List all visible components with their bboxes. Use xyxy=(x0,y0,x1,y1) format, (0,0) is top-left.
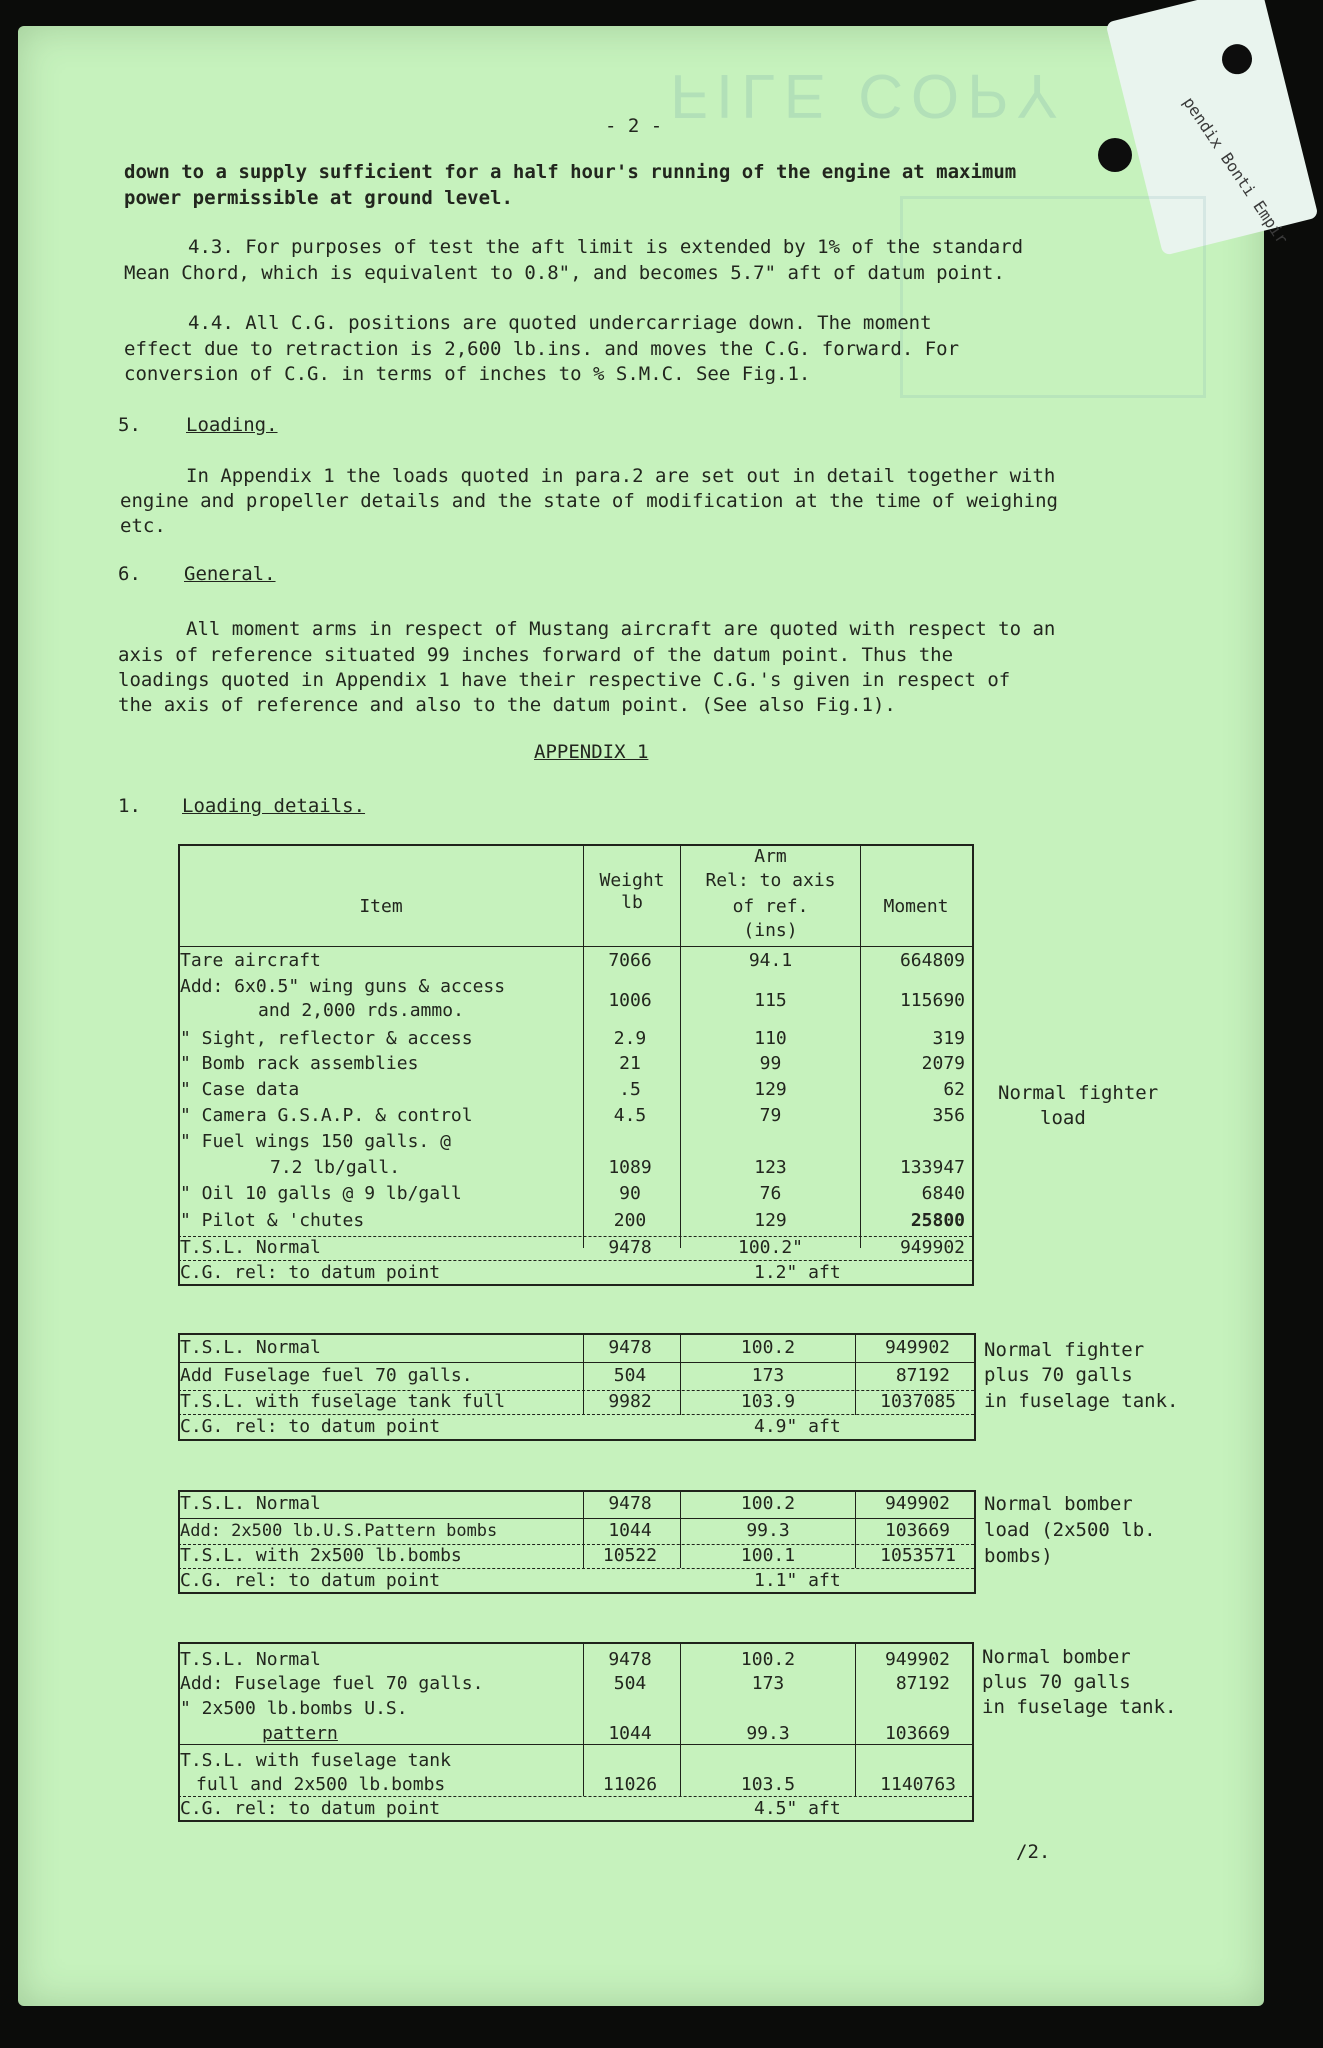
t4-arm: 103.5 xyxy=(740,1774,796,1795)
t2-moment: 87192 xyxy=(895,1365,950,1386)
t2-arm: 100.2 xyxy=(740,1337,796,1358)
t4-item: " 2x500 lb.bombs U.S. xyxy=(180,1698,408,1719)
t4-item-cont: pattern xyxy=(262,1723,338,1744)
appendix-title: APPENDIX 1 xyxy=(534,741,649,763)
t4-weight: 504 xyxy=(613,1673,647,1694)
t1-weight: 4.5 xyxy=(613,1105,647,1126)
file-copy-stamp: FILE COPY xyxy=(670,61,1066,130)
para-cont-line-2: power permissible at ground level. xyxy=(124,187,513,209)
t3-weight: 1044 xyxy=(608,1520,652,1541)
stamp-box xyxy=(900,196,1206,398)
page-continuation: /2. xyxy=(1016,1841,1051,1863)
t1-arm: 123 xyxy=(754,1157,787,1178)
section-6-number: 6. xyxy=(118,563,141,585)
table2-rule xyxy=(178,1362,974,1363)
t4-cg-label: C.G. rel: to datum point xyxy=(180,1798,441,1819)
t1-weight: 1006 xyxy=(608,990,652,1011)
t1-moment: 664809 xyxy=(899,950,965,971)
t1-item: " Oil 10 galls @ 9 lb/gall xyxy=(180,1183,462,1204)
t3-item: T.S.L. with 2x500 lb.bombs xyxy=(180,1545,462,1566)
t3-arm: 100.2 xyxy=(740,1493,796,1514)
header-moment: Moment xyxy=(883,896,949,917)
t3-item: T.S.L. Normal xyxy=(180,1493,321,1514)
p44-line-1: 4.4. All C.G. positions are quoted undercarriage down. The moment xyxy=(188,312,932,334)
p43-line-2: Mean Chord, which is equivalent to 0.8", and becomes 5.7" aft of datum point. xyxy=(124,262,1005,284)
t3-arm: 99.3 xyxy=(746,1520,790,1541)
loading-number: 1. xyxy=(118,795,141,817)
t1-item-cont: 7.2 lb/gall. xyxy=(270,1157,401,1178)
t3-moment: 949902 xyxy=(884,1493,950,1514)
section-5-number: 5. xyxy=(118,414,141,436)
section-6-heading: General. xyxy=(184,563,276,585)
t1-weight: 21 xyxy=(619,1053,641,1074)
s5-line-2: engine and propeller details and the state of modification at the time of weighing xyxy=(120,490,1058,512)
table2-rule xyxy=(178,1414,974,1415)
t2-weight: 9478 xyxy=(608,1337,652,1358)
t3-cg-value: 1.1" aft xyxy=(754,1570,841,1591)
t1-item: " Bomb rack assemblies xyxy=(180,1053,419,1074)
t3-note: load (2x500 lb. xyxy=(984,1519,1156,1541)
page-number: - 2 - xyxy=(605,115,663,137)
t2-note: plus 70 galls xyxy=(984,1364,1133,1386)
t3-weight: 10522 xyxy=(602,1545,658,1566)
t4-cg-value: 4.5" aft xyxy=(754,1798,841,1819)
loading-heading: Loading details. xyxy=(182,795,366,817)
t1-item: " Pilot & 'chutes xyxy=(180,1210,365,1231)
t2-item: T.S.L. Normal xyxy=(180,1337,321,1358)
t1-moment: 2079 xyxy=(921,1053,965,1074)
t1-note: load xyxy=(1040,1107,1086,1129)
s6-line-2: axis of reference situated 99 inches forward of the datum point. Thus the xyxy=(118,644,954,666)
t2-arm: 103.9 xyxy=(740,1391,796,1412)
t3-moment: 1053571 xyxy=(880,1545,956,1566)
s6-line-4: the axis of reference and also to the datum point. (See also Fig.1). xyxy=(118,694,896,716)
t2-note: Normal fighter xyxy=(984,1339,1145,1361)
t1-moment: 25800 xyxy=(910,1210,965,1231)
t4-arm: 173 xyxy=(751,1673,785,1694)
t3-moment: 103669 xyxy=(884,1520,950,1541)
t3-cg-label: C.G. rel: to datum point xyxy=(180,1570,441,1591)
t2-item: T.S.L. with fuselage tank full xyxy=(180,1391,506,1412)
t4-weight: 1044 xyxy=(608,1723,652,1744)
p43-line-1: 4.3. For purposes of test the aft limit is extended by 1% of the standard xyxy=(188,236,1024,258)
t1-item: Tare aircraft xyxy=(180,950,321,971)
t1-note: Normal fighter xyxy=(998,1082,1159,1104)
t2-arm: 173 xyxy=(751,1365,785,1386)
table1-cg-rule xyxy=(178,1260,972,1261)
table3-rule xyxy=(178,1518,974,1519)
t4-moment: 1140763 xyxy=(880,1774,956,1795)
t4-moment: 103669 xyxy=(884,1723,950,1744)
header-arm-rel: Rel: to axis xyxy=(705,870,836,891)
p44-line-3: conversion of C.G. in terms of inches to % S.M.C. See Fig.1. xyxy=(124,363,811,385)
s6-line-3: loadings quoted in Appendix 1 have their respective C.G.'s given in respect of xyxy=(118,669,1011,691)
t1-item: " Case data xyxy=(180,1079,300,1100)
t1-arm: 115 xyxy=(754,990,787,1011)
t1-weight: 90 xyxy=(619,1183,641,1204)
table1-header-rule xyxy=(178,946,972,947)
t1-item: " Sight, reflector & access xyxy=(180,1028,473,1049)
t1-weight: 7066 xyxy=(608,950,652,971)
t2-cg-label: C.G. rel: to datum point xyxy=(180,1416,441,1437)
header-weight: Weight xyxy=(599,870,665,891)
t4-arm: 99.3 xyxy=(746,1723,790,1744)
s5-line-1: In Appendix 1 the loads quoted in para.2 are set out in detail together with xyxy=(186,465,1056,487)
tag-text: pendix Bonti Empir xyxy=(1179,93,1292,248)
t4-item: Add: Fuselage fuel 70 galls. xyxy=(180,1673,484,1694)
p44-line-2: effect due to retraction is 2,600 lb.ins. and moves the C.G. forward. For xyxy=(124,338,960,360)
t1-item: Add: 6x0.5" wing guns & access xyxy=(180,976,506,997)
t2-weight: 9982 xyxy=(608,1391,652,1412)
t1-moment: 356 xyxy=(932,1105,965,1126)
t4-item-cont: full and 2x500 lb.bombs xyxy=(196,1774,446,1795)
header-arm: Arm xyxy=(754,846,787,867)
t1-moment: 62 xyxy=(943,1079,965,1100)
t3-arm: 100.1 xyxy=(740,1545,796,1566)
t1-arm: 129 xyxy=(754,1210,787,1231)
t4-moment: 87192 xyxy=(895,1673,950,1694)
t1-cg-label: C.G. rel: to datum point xyxy=(180,1262,441,1283)
t1-arm: 99 xyxy=(759,1053,782,1074)
t1-moment: 6840 xyxy=(921,1183,965,1204)
t1-arm: 79 xyxy=(759,1105,782,1126)
t4-item: T.S.L. with fuselage tank xyxy=(180,1750,451,1771)
t1-arm: 76 xyxy=(759,1183,782,1204)
table4-rule xyxy=(178,1796,972,1797)
t2-moment: 949902 xyxy=(884,1337,950,1358)
t2-note: in fuselage tank. xyxy=(984,1390,1179,1412)
t1-total-item: T.S.L. Normal xyxy=(180,1237,321,1258)
t4-moment: 949902 xyxy=(884,1649,950,1670)
t4-weight: 11026 xyxy=(602,1774,658,1795)
t1-item-cont: and 2,000 rds.ammo. xyxy=(258,1000,464,1021)
para-cont-line-1: down to a supply sufficient for a half hour's running of the engine at maximum xyxy=(124,161,1017,183)
t1-arm: 94.1 xyxy=(748,950,793,971)
t3-note: Normal bomber xyxy=(984,1493,1133,1515)
t4-note: Normal bomber xyxy=(982,1646,1131,1668)
t1-item: " Fuel wings 150 galls. @ xyxy=(180,1131,451,1152)
header-arm-ref: of ref. xyxy=(732,896,809,917)
t3-weight: 9478 xyxy=(608,1493,652,1514)
t1-weight: 200 xyxy=(613,1210,647,1231)
t1-moment: 133947 xyxy=(899,1157,965,1178)
t1-cg-value: 1.2" aft xyxy=(754,1262,841,1283)
t1-weight: 1089 xyxy=(608,1157,652,1178)
s6-line-1: All moment arms in respect of Mustang aircraft are quoted with respect to an xyxy=(186,618,1056,640)
header-arm-unit: (ins) xyxy=(743,920,798,941)
t1-moment: 115690 xyxy=(899,990,965,1011)
t2-item: Add Fuselage fuel 70 galls. xyxy=(180,1365,473,1386)
t1-total-moment: 949902 xyxy=(899,1237,965,1258)
punch-hole xyxy=(1098,138,1132,172)
section-5-heading: Loading. xyxy=(186,414,278,436)
t1-moment: 319 xyxy=(932,1028,965,1049)
t1-item: " Camera G.S.A.P. & control xyxy=(180,1105,473,1126)
table3-rule xyxy=(178,1568,974,1569)
header-item: Item xyxy=(359,896,403,917)
t2-moment: 1037085 xyxy=(880,1391,956,1412)
t1-total-arm: 100.2" xyxy=(737,1237,804,1258)
t1-total-weight: 9478 xyxy=(608,1237,652,1258)
t3-item: Add: 2x500 lb.U.S.Pattern bombs xyxy=(180,1521,498,1541)
t1-weight: 2.9 xyxy=(613,1028,647,1049)
t1-weight: .5 xyxy=(619,1079,641,1100)
tag-hole xyxy=(1219,41,1255,77)
t4-weight: 9478 xyxy=(608,1649,652,1670)
s5-line-3: etc. xyxy=(120,515,166,537)
t4-item: T.S.L. Normal xyxy=(180,1649,321,1670)
header-weight-unit: lb xyxy=(621,892,643,913)
t4-note: in fuselage tank. xyxy=(982,1696,1177,1718)
t1-arm: 110 xyxy=(754,1028,787,1049)
t2-weight: 504 xyxy=(613,1365,647,1386)
t3-note: bombs) xyxy=(984,1545,1053,1567)
t2-cg-value: 4.9" aft xyxy=(754,1416,841,1437)
t4-note: plus 70 galls xyxy=(982,1671,1131,1693)
t1-arm: 129 xyxy=(754,1079,787,1100)
t4-arm: 100.2 xyxy=(740,1649,796,1670)
